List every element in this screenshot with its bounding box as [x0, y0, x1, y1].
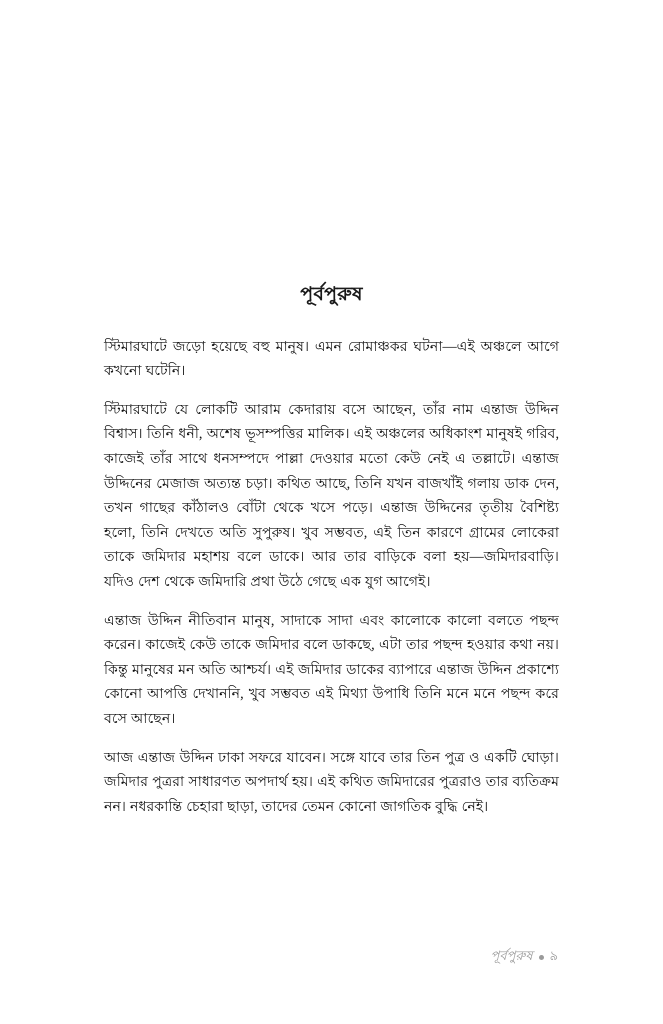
body-paragraph-3: এন্তাজ উদ্দিন নীতিবান মানুষ, সাদাকে সাদা এবং কালোকে কালো বলতে পছন্দ করেন। কাজেই কেউ তাকে জমিদার বলে ডাকছে, এটা তার পছন্দ হওয়ার কথা নয়। কিন্তু মানুষের মন অতি আশ্চর্য। এই জমিদার ডাকের ব্যাপারে এন্তাজ উদ্দিন প্রকাশ্যে কোনো আপত্তি দেখাননি, খুব সম্ভবত এই মিথ্যা উপাধি তিনি মনে মনে পছন্দ করে বসে আছেন। — [104, 612, 559, 727]
page-number: ৯ — [549, 948, 558, 963]
chapter-title: পূর্বপুরুষ — [300, 284, 363, 305]
bullet-separator-icon — [539, 955, 544, 960]
page-footer — [491, 947, 558, 968]
body-paragraph-4: আজ এন্তাজ উদ্দিন ঢাকা সফরে যাবেন। সঙ্গে যাবে তার তিন পুত্র ও একটি ঘোড়া। জমিদার পুত্ররা সাধারণত অপদার্থ হয়। এই কথিত জমিদারের পুত্ররাও তার ব্যতিক্রম নন। নধরকান্তি চেহারা ছাড়া, তাদের তেমন কোনো জাগতিক বুদ্ধি নেই। — [104, 749, 559, 815]
body-paragraph-1: স্টিমারঘাটে জড়ো হয়েছে বহু মানুষ। এমন রোমাঞ্চকর ঘটনা—এই অঞ্চলে আগে কখনো ঘটেনি। — [104, 338, 559, 380]
body-paragraph-2: স্টিমারঘাটে যে লোকটি আরাম কেদারায় বসে আছেন, তাঁর নাম এন্তাজ উদ্দিন বিশ্বাস। তিনি ধনী, অশেষ ভূসম্পত্তির মালিক। এই অঞ্চলের অধিকাংশ মানুষই গরিব, কাজেই তাঁর সাথে ধনসম্পদে পাল্লা দেওয়ার মতো কেউ নেই এ তল্লাটে। এন্তাজ উদ্দিনের মেজাজ অত্যন্ত চড়া। কথিত আছে, তিনি যখন বাজখাঁই গলায় ডাক দেন, তখন গাছের কাঁঠালও বোঁটা থেকে খসে পড়ে। এন্তাজ উদ্দিনের তৃতীয় বৈশিষ্ট্য হলো, তিনি দেখতে অতি সুপুরুষ। খুব সম্ভবত, এই তিন কারণে গ্রামের লোকেরা তাকে জমিদার মহাশয় বলে ডাকে। আর তার বাড়িকে বলা হয়—জমিদারবাড়ি। যদিও দেশ থেকে জমিদারি প্রথা উঠে গেছে এক যুগ আগেই। — [104, 401, 559, 590]
page-text-block — [104, 282, 559, 819]
footer-book-title: পূর্বপুরুষ — [490, 948, 533, 963]
